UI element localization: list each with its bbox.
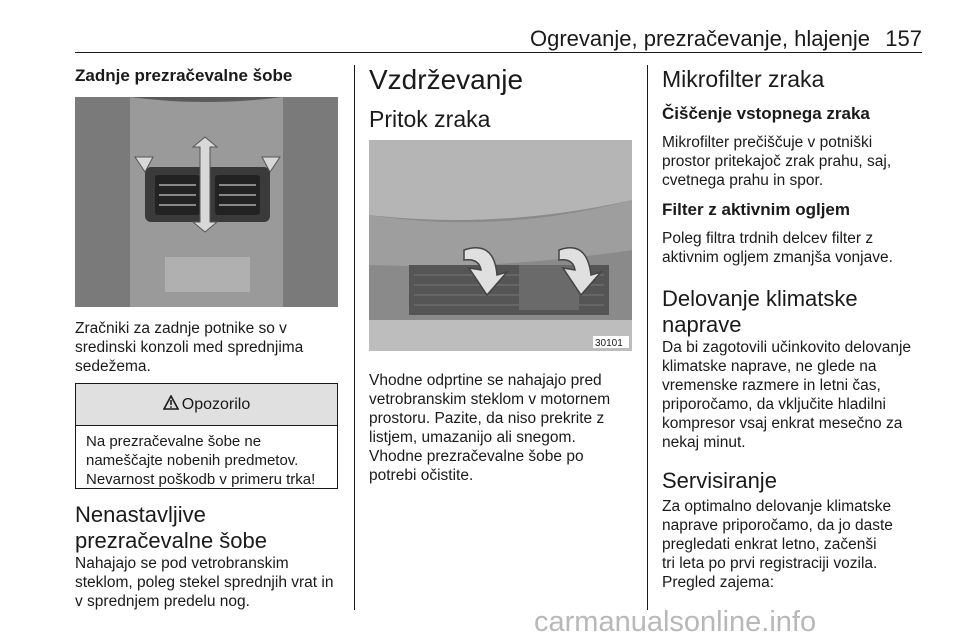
warning-box xyxy=(75,383,338,489)
page-number: 157 xyxy=(885,26,922,51)
service-heading: Servisiranje xyxy=(662,468,777,493)
rear-vents-caption: Zračniki za zadnje potnike so v sredinski konzoli med sprednjima sedežema. xyxy=(75,320,304,375)
carbon-filter-heading: Filter z aktivnim ogljem xyxy=(662,200,850,219)
warning-triangle-icon xyxy=(163,395,179,415)
header-rule xyxy=(75,52,922,53)
rear-vents-photo xyxy=(75,97,338,307)
air-intake-subtitle: Pritok zraka xyxy=(369,106,491,132)
maintenance-title: Vzdrževanje xyxy=(369,64,524,95)
fixed-vents-text: Nahajajo se pod vetrobranskim steklom, poleg stekel sprednjih vrat in v sprednjem predelu nog. xyxy=(75,555,334,610)
watermark: carmanualsonline.info xyxy=(534,606,817,638)
carbon-filter-text: Poleg filtra trdnih delcev filter z aktivnim ogljem zmanjša vonjave. xyxy=(662,230,893,266)
photo-code: 30101 xyxy=(595,338,623,349)
warning-title: Opozorilo xyxy=(181,395,251,413)
ac-operation-text: Da bi zagotovili učinkovito delovanje klimatske naprave, ne glede na vremenske razmere in letni čas, priporočamo, da vključite hladilni kompresor vsaj enkrat mesečno za nekaj minut. xyxy=(662,339,912,451)
column-divider-2 xyxy=(647,65,648,610)
column-divider-1 xyxy=(354,65,355,610)
microfilter-title: Mikrofilter zraka xyxy=(662,66,825,92)
ac-operation-heading: Delovanje klimatske naprave xyxy=(662,286,858,337)
warning-text: Na prezračevalne šobe ne nameščajte nobenih predmetov. Nevarnost poškodb v primeru trka! xyxy=(86,433,316,488)
warning-header xyxy=(76,384,337,426)
rear-vents-heading: Zadnje prezračevalne šobe xyxy=(75,66,293,85)
air-intake-photo xyxy=(369,140,632,351)
service-text: Za optimalno delovanje klimatske naprave priporočamo, da jo daste pregledati enkrat letno, začenši tri leta po prvi registraciji vozila. Pregled zajema: xyxy=(662,498,893,591)
air-cleaning-heading: Čiščenje vstopnega zraka xyxy=(662,104,870,123)
running-header-title: Ogrevanje, prezračevanje, hlajenje xyxy=(530,26,870,51)
air-cleaning-text: Mikrofilter prečiščuje v potniški prostor pritekajoč zrak prahu, saj, cvetnega prahu in spor. xyxy=(662,134,892,189)
fixed-vents-heading: Nenastavljive prezračevalne šobe xyxy=(75,502,268,553)
air-intake-text: Vhodne odprtine se nahajajo pred vetrobranskim steklom v motornem prostoru. Pazite, da niso prekrite z listjem, umazanijo ali snegom. Vhodne prezračevalne šobe po potrebi očistite. xyxy=(369,372,611,484)
